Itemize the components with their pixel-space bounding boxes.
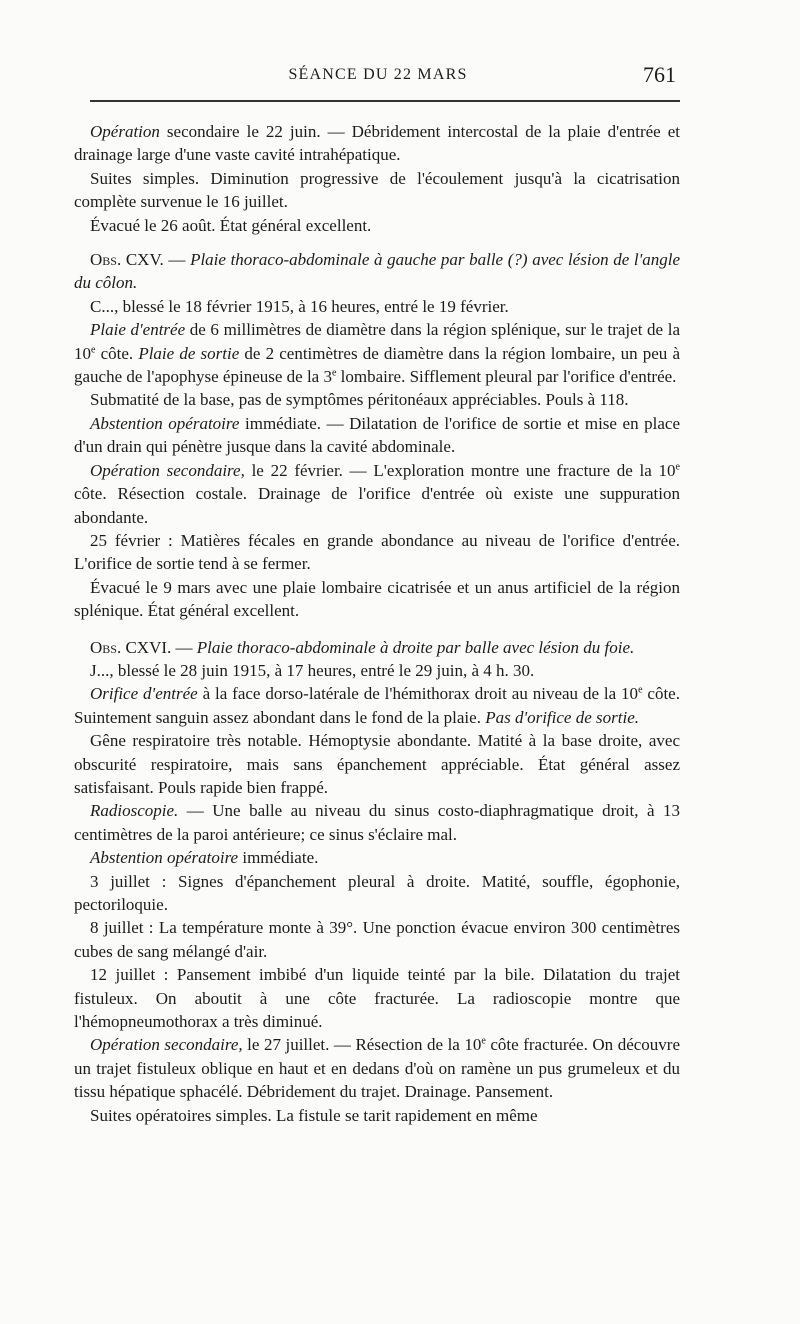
paragraph: 8 juillet : La température monte à 39°. Une ponction évacue environ 300 centimètres cubes de sang mélangé d'air.	[74, 918, 680, 961]
paragraph	[74, 318, 680, 388]
paragraph	[74, 1033, 680, 1103]
paragraph-text: de 2 centimètres de diamètre dans la région lombaire, un peu à gauche de l'apophyse épineuse de la 3	[74, 343, 680, 387]
observation-label: Obs. CXVI.	[90, 637, 172, 657]
paragraph-text: côte fracturée. On découvre un trajet fistuleux oblique en haut et en dedans d'où on ramène un pus grumeleux et du tissu hépatique sphacélé. Débridement du trajet. Drainage. Pansement.	[74, 1035, 680, 1102]
paragraph-text: le 22 février. — L'exploration montre une fracture de la 10	[244, 460, 676, 480]
dash: —	[171, 637, 197, 657]
paragraph-text: côte. Suintement sanguin assez abondant dans le fond de la plaie.	[74, 684, 680, 727]
superscript: e	[91, 344, 96, 355]
superscript: e	[638, 684, 643, 696]
paragraph-text: immédiate.	[238, 848, 319, 868]
paragraph	[74, 799, 680, 846]
paragraph	[74, 846, 680, 869]
paragraph: Suites opératoires simples. La fistule se tarit rapidement en même	[90, 1105, 538, 1125]
italic-lead: Plaie de sortie	[138, 343, 240, 363]
paragraph	[74, 682, 680, 729]
superscript: e	[331, 367, 337, 379]
italic-lead: Opération secondaire,	[90, 460, 245, 480]
paragraph	[74, 412, 680, 459]
header-rule	[90, 100, 680, 102]
paragraph-text: lombaire. Sifflement pleural par l'orifice d'entrée.	[336, 367, 677, 387]
paragraph-text: côte.	[95, 343, 139, 363]
paragraph-text: de 6 millimètres de diamètre dans la région splénique, sur le trajet de la 10	[74, 320, 680, 363]
observation-heading	[74, 248, 680, 295]
paragraph	[74, 120, 680, 167]
italic-lead: Orifice d'entrée	[90, 684, 198, 704]
paragraph: J..., blessé le 28 juin 1915, à 17 heures, entré le 29 juin, à 4 h. 30.	[90, 660, 535, 680]
italic-lead: Abstention opératoire	[90, 413, 240, 433]
dash: —	[163, 250, 191, 270]
paragraph-text: le 27 juillet. — Résection de la 10	[242, 1035, 482, 1055]
italic-lead: Opération secondaire,	[90, 1035, 243, 1055]
paragraph: Évacué le 9 mars avec une plaie lombaire cicatrisée et un anus artificiel de la région splénique. État général excellent.	[74, 577, 680, 621]
page-number: 761	[643, 62, 676, 87]
italic-lead: Pas d'orifice de sortie.	[485, 707, 639, 727]
italic-lead: Radioscopie.	[90, 801, 179, 821]
paragraph: Submatité de la base, pas de symptômes péritonéaux appréciables. Pouls à 118.	[90, 390, 629, 410]
paragraph: Gêne respiratoire très notable. Hémoptysie abondante. Matité à la base droite, avec obscurité respiratoire, mais sans épanchement appréciable. État général assez satisfaisant. Pouls rapide bien frappé.	[74, 731, 680, 797]
paragraph-text: — Une balle au niveau du sinus costo-diaphragmatique droit, à 13 centimètres de la paroi antérieure; ce sinus s'éclaire mal.	[74, 801, 680, 844]
paragraph: C..., blessé le 18 février 1915, à 16 heures, entré le 19 février.	[90, 296, 509, 316]
paragraph-text: à la face dorso-latérale de l'hémithorax droit au niveau de la 10	[197, 684, 639, 704]
paragraph	[74, 459, 680, 529]
observation-title: Plaie thoraco-abdominale à droite par balle avec lésion du foie.	[196, 637, 635, 657]
italic-lead: Plaie d'entrée	[90, 320, 186, 340]
observation-title: Plaie thoraco-abdominale à gauche par balle (?) avec lésion de l'angle du côlon.	[74, 250, 680, 293]
superscript: e	[481, 1035, 486, 1047]
observation-label: Obs. CXV.	[90, 250, 164, 270]
paragraph: 12 juillet : Pansement imbibé d'un liquide teinté par la bile. Dilatation du trajet fistuleux. On aboutit à une côte fracturée. La radioscopie montre que l'hémopneumothorax a très diminué.	[74, 965, 680, 1032]
paragraph-text: secondaire le 22 juin. — Débridement intercostal de la plaie d'entrée et drainage large d'une vaste cavité intrahépatique.	[74, 122, 680, 165]
paragraph: Suites simples. Diminution progressive de l'écoulement jusqu'à la cicatrisation complète survenue le 16 juillet.	[74, 168, 680, 212]
paragraph: 3 juillet : Signes d'épanchement pleural à droite. Matité, souffle, égophonie, pectoriloquie.	[74, 871, 680, 914]
italic-lead: Abstention opératoire	[90, 848, 239, 868]
paragraph-text: côte. Résection costale. Drainage de l'orifice d'entrée où existe une suppuration abondante.	[74, 484, 680, 527]
superscript: e	[675, 461, 680, 473]
observation-heading	[74, 636, 680, 659]
body-text	[74, 120, 680, 1127]
page-header	[76, 62, 680, 90]
running-title: SÉANCE DU 22 MARS	[288, 66, 468, 83]
paragraph-text: immédiate. — Dilatation de l'orifice de sortie et mise en place d'un drain qui pénètre jusque dans la cavité abdominale.	[74, 413, 680, 457]
paragraph: Évacué le 26 août. État général excellent.	[90, 215, 372, 235]
paragraph: 25 février : Matières fécales en grande abondance au niveau de l'orifice d'entrée. L'orifice de sortie tend à se fermer.	[74, 530, 680, 574]
italic-lead: Opération	[90, 122, 160, 141]
